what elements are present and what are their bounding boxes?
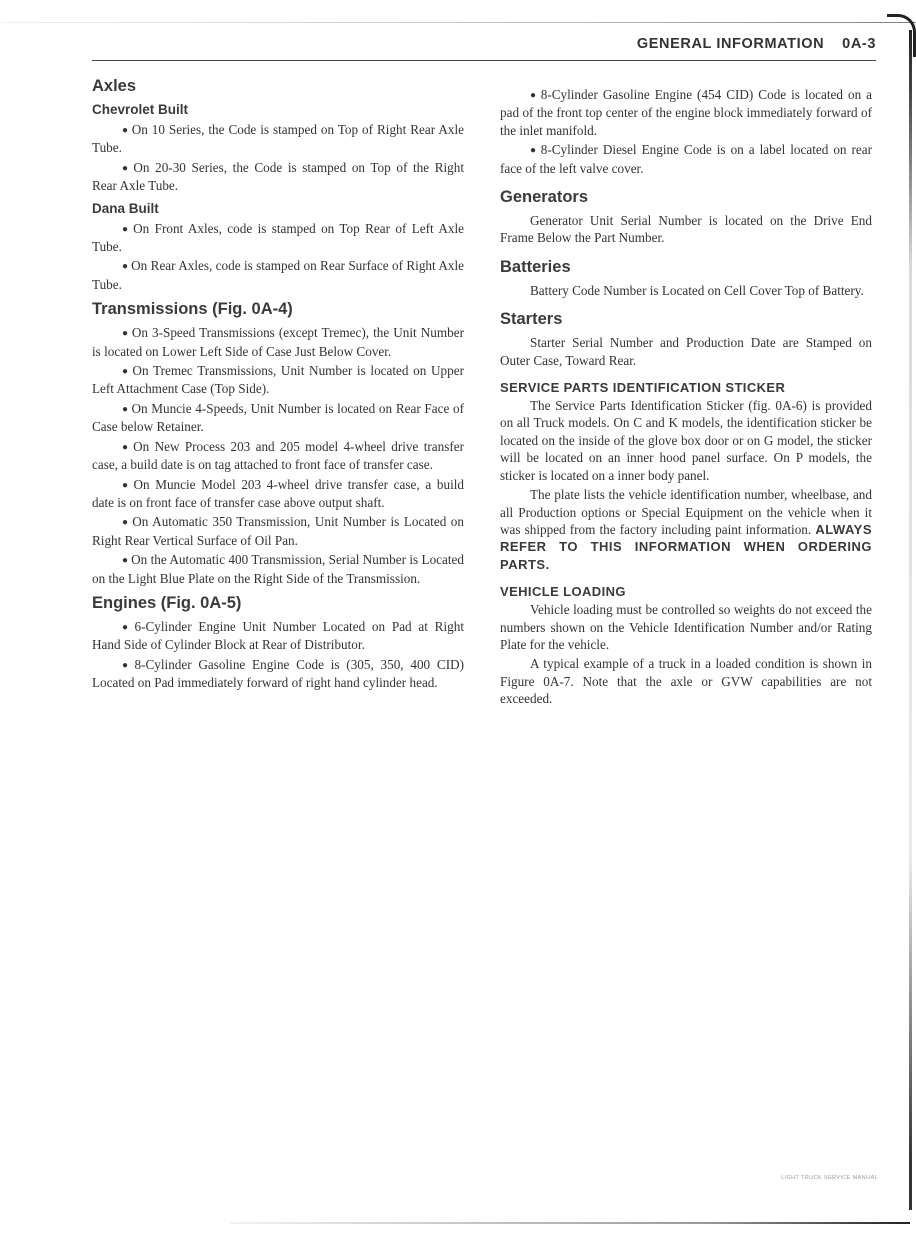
- sticker-text: The Service Parts Identification Sticker (fig. 0A-6) is provided on all Truck models. On C and K models, the identification sticker be located on the inside of the glove box door or on G model, the sticker will be located on an inner hood panel surface. On P models, the sticker is located on a inner body panel.: [500, 398, 872, 483]
- bullet-icon: ●: [122, 441, 131, 453]
- scan-edge-top: [0, 22, 916, 23]
- bullet-icon: ●: [530, 145, 538, 157]
- batteries-heading: Batteries: [500, 257, 571, 276]
- list-item: ● 8-Cylinder Gasoline Engine Code is (305, 350, 400 CID) Located on Pad immediately forward of right hand cylinder head.: [92, 656, 465, 691]
- bullet-icon: ●: [122, 621, 132, 633]
- list-item: ● On Front Axles, code is stamped on Top Rear of Left Axle Tube.: [92, 220, 464, 255]
- list-item: ● On Rear Axles, code is stamped on Rear Surface of Right Axle Tube.: [92, 258, 464, 292]
- left-column: [92, 70, 464, 694]
- bullet-icon: ●: [122, 366, 130, 378]
- list-item: ● On Automatic 350 Transmission, Unit Number is Located on Right Rear Vertical Surface of Oil Pan.: [92, 514, 464, 548]
- bullet-icon: ●: [122, 479, 131, 491]
- bullet-icon: ●: [122, 659, 132, 671]
- list-item: ● On 3-Speed Transmissions (except Tremec), the Unit Number is located on Lower Left Side of Case Just Below Cover.: [92, 325, 464, 359]
- plate-text: The plate lists the vehicle identification number, wheelbase, and all Production options or Special Equipment on the vehicle when it was shipped from the factory including paint information. ALWAYS REFER TO THIS INFORMATION WHEN ORDERING PARTS.: [500, 487, 873, 572]
- list-item: ● On Tremec Transmissions, Unit Number is located on Upper Left Attachment Case (Top Side).: [92, 363, 464, 397]
- vehicle-loading-heading: VEHICLE LOADING: [500, 584, 626, 600]
- list-item: ● On New Process 203 and 205 model 4-wheel drive transfer case, a build date is on tag attached to front face of transfer case.: [92, 438, 465, 473]
- page-number: 0A-3: [842, 36, 876, 52]
- plate-emphasis: ALWAYS REFER TO THIS INFORMATION WHEN ORDERING PARTS.: [500, 521, 873, 572]
- chevrolet-built-heading: Chevrolet Built: [92, 102, 189, 117]
- scan-edge-right: [909, 30, 912, 1210]
- bullet-icon: ●: [122, 555, 129, 567]
- engines-heading: Engines (Fig. 0A-5): [92, 593, 242, 612]
- list-item: ● On 10 Series, the Code is stamped on Top of Right Rear Axle Tube.: [92, 122, 464, 156]
- bullet-icon: ●: [122, 162, 131, 174]
- list-item: ● On Muncie 4-Speeds, Unit Number is located on Rear Face of Case below Retainer.: [92, 400, 464, 435]
- transmissions-heading: Transmissions (Fig. 0A-4): [92, 300, 293, 319]
- generators-heading: Generators: [500, 188, 589, 207]
- bullet-icon: ●: [122, 223, 131, 235]
- bullet-icon: ●: [530, 90, 538, 101]
- bullet-icon: ●: [122, 517, 130, 529]
- bullet-icon: ●: [122, 403, 129, 415]
- page-header: [92, 36, 876, 61]
- starters-heading: Starters: [500, 310, 563, 329]
- list-item: ● 8-Cylinder Gasoline Engine (454 CID) Code is located on a pad of the front top center of the engine block immediately forward of the inlet manifold.: [500, 87, 872, 138]
- dana-built-heading: Dana Built: [92, 200, 159, 216]
- footer-manual-title: LIGHT TRUCK SERVICE MANUAL: [781, 1175, 878, 1181]
- scan-edge-bottom: [230, 1222, 910, 1224]
- bullet-icon: ●: [122, 125, 129, 136]
- list-item: ● 8-Cylinder Diesel Engine Code is on a label located on rear face of the left valve cover.: [500, 142, 872, 176]
- starters-text: Starter Serial Number and Production Date are Stamped on Outer Case, Toward Rear.: [500, 335, 872, 368]
- list-item: ● On Muncie Model 203 4-wheel drive transfer case, a build date is on front face of transfer case above output shaft.: [92, 476, 465, 510]
- loading-text-2: A typical example of a truck in a loaded condition is shown in Figure 0A-7. Note that the axle or GVW capabilities are not exceeded.: [500, 656, 872, 707]
- list-item: ● On the Automatic 400 Transmission, Serial Number is Located on the Light Blue Plate on the Right Side of the Transmission.: [92, 552, 464, 586]
- loading-text-1: Vehicle loading must be controlled so weights do not exceed the numbers shown on the Vehicle Identification Number and/or Rating Plate for the vehicle.: [500, 602, 872, 652]
- batteries-text: Battery Code Number is Located on Cell Cover Top of Battery.: [530, 282, 864, 298]
- generators-text: Generator Unit Serial Number is located on the Drive End Frame Below the Part Number.: [500, 213, 872, 246]
- right-column: [500, 70, 872, 710]
- sticker-heading: SERVICE PARTS IDENTIFICATION STICKER: [500, 380, 786, 396]
- section-title: GENERAL INFORMATION: [636, 36, 825, 52]
- list-item: ● On 20-30 Series, the Code is stamped on Top of the Right Rear Axle Tube.: [92, 159, 464, 194]
- bullet-icon: ●: [122, 261, 129, 273]
- bullet-icon: ●: [122, 328, 129, 340]
- list-item: ● 6-Cylinder Engine Unit Number Located on Pad at Right Hand Side of Cylinder Block at Rear of Distributor.: [92, 618, 464, 653]
- axles-heading: Axles: [92, 77, 137, 95]
